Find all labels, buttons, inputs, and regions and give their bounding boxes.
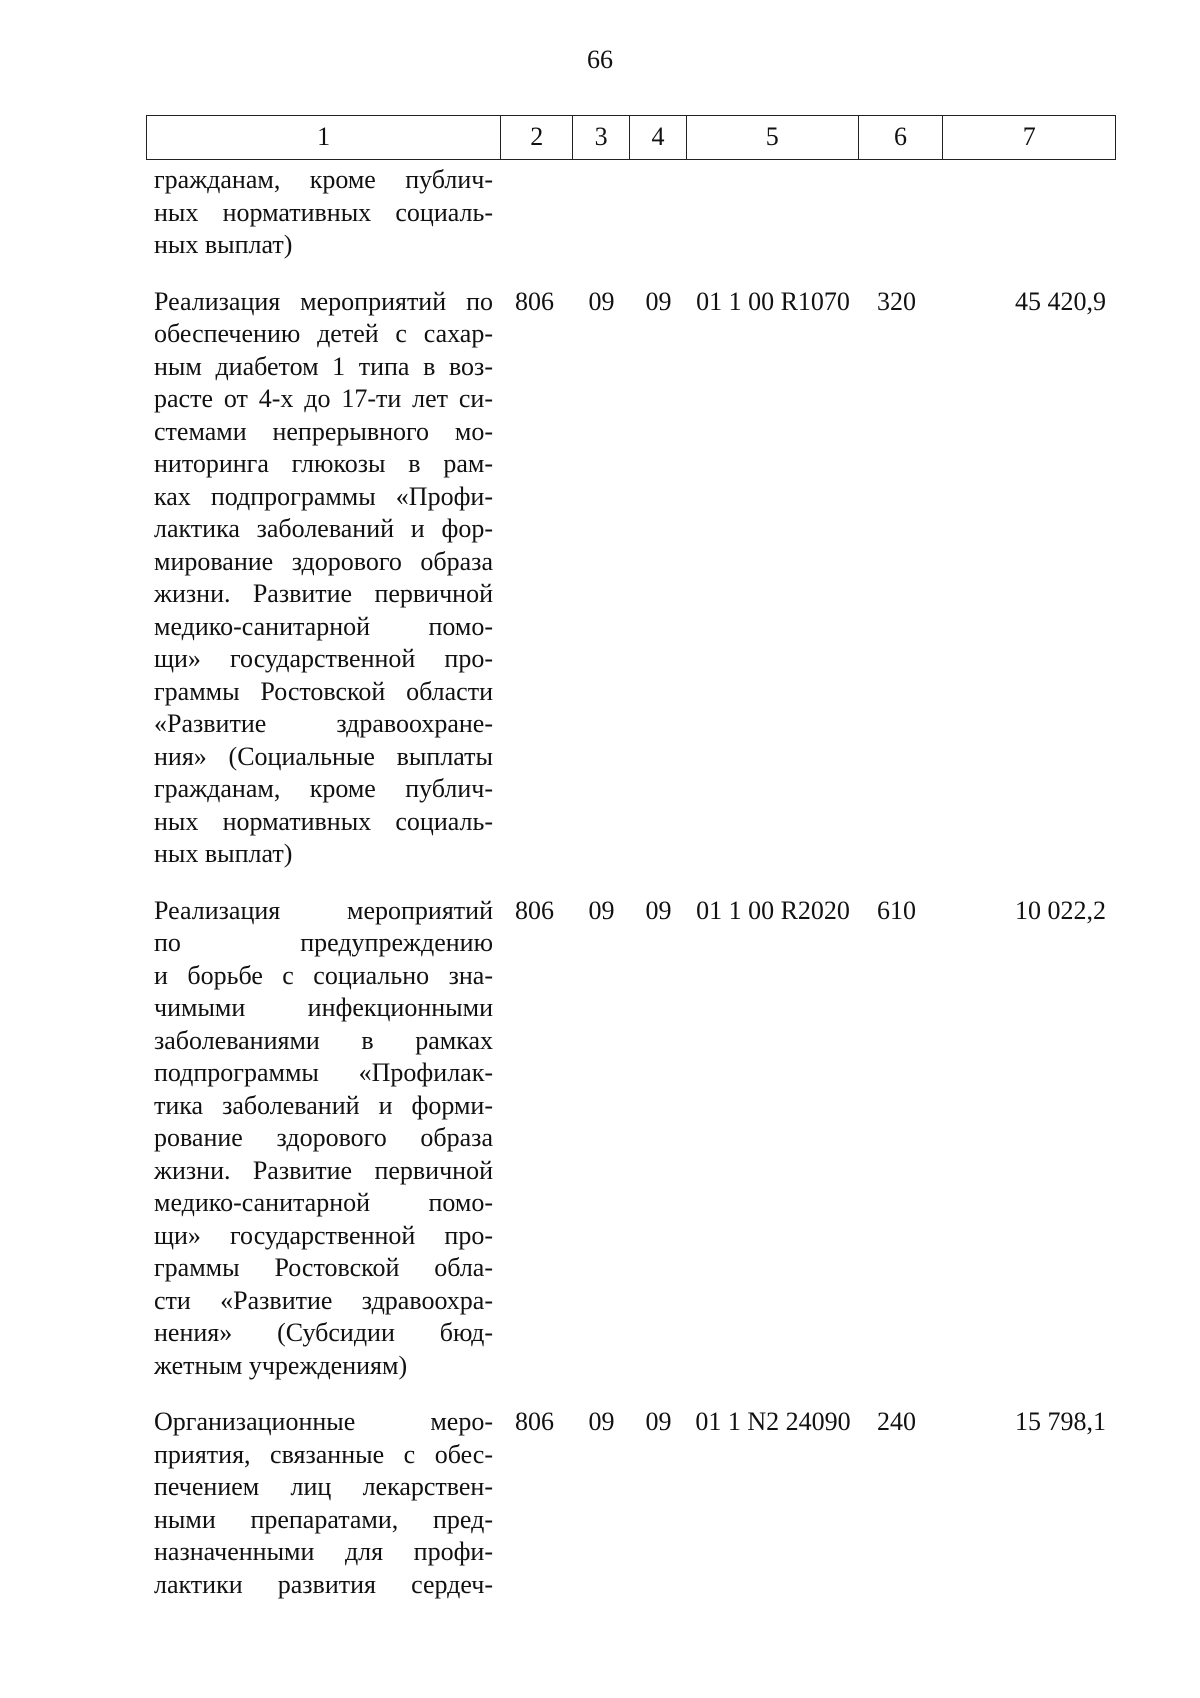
description-line: ных выплат) xyxy=(154,230,293,259)
description-line: щи» государственной про- xyxy=(154,644,493,673)
description-line: ниторинга глюкозы в рам- xyxy=(154,449,493,478)
description-line: стемами непрерывного мо- xyxy=(154,416,493,446)
description-line: чимыми инфекционными xyxy=(154,993,493,1022)
description-line: жетным учреждениям) xyxy=(154,1350,408,1380)
description-line: лактика заболеваний и фор- xyxy=(154,514,493,543)
cell-target-article: 01 1 N2 24090 xyxy=(695,1407,851,1436)
cell-target-article: 01 1 00 R1070 xyxy=(696,286,850,316)
cell-ministry-code: 806 xyxy=(515,1407,554,1436)
description-line: «Развитие здравоохране- xyxy=(154,709,493,738)
description-line: и борьбе с социально зна- xyxy=(154,960,493,990)
table-row xyxy=(146,164,1116,262)
description-line: назначенными для профи- xyxy=(154,1537,493,1566)
column-header-1: 1 xyxy=(147,116,501,159)
page-number: 66 xyxy=(587,45,613,74)
description-line: ках подпрограммы «Профи- xyxy=(154,481,493,511)
cell-section-code: 09 xyxy=(588,895,615,925)
description-line: медико-санитарной помо- xyxy=(154,611,493,641)
description-line: щи» государственной про- xyxy=(154,1220,493,1250)
description-line: ния» (Социальные выплаты xyxy=(154,741,493,771)
description-line: заболеваниями в рамках xyxy=(154,1025,493,1055)
column-header-6: 6 xyxy=(859,116,944,159)
cell-ministry-code: 806 xyxy=(515,286,554,316)
table-row xyxy=(146,895,1116,1383)
description-line: по предупреждению xyxy=(154,928,493,957)
table-header-row xyxy=(146,115,1116,160)
description-line: лактики развития сердеч- xyxy=(154,1569,493,1599)
description-line: рование здорового образа xyxy=(154,1123,493,1152)
cell-subsection-code: 09 xyxy=(645,286,672,316)
budget-table xyxy=(146,115,1116,1601)
description-line: ными препаратами, пред- xyxy=(154,1504,493,1534)
description-line: гражданам, кроме публич- xyxy=(154,165,493,194)
description-line: обеспечению детей с сахар- xyxy=(154,319,493,348)
description-line: граммы Ростовской обла- xyxy=(154,1253,493,1282)
row-description xyxy=(146,895,501,1383)
cell-section-code: 09 xyxy=(588,286,615,316)
cell-amount: 15 798,1 xyxy=(1015,1407,1106,1436)
description-line: медико-санитарной помо- xyxy=(154,1188,493,1217)
cell-expense-type: 610 xyxy=(877,895,916,925)
column-header-3: 3 xyxy=(573,116,630,159)
cell-expense-type: 240 xyxy=(877,1407,916,1436)
description-line: ных выплат) xyxy=(154,839,293,868)
cell-section-code: 09 xyxy=(588,1407,615,1436)
table-row xyxy=(146,286,1116,871)
cell-amount: 45 420,9 xyxy=(1015,286,1106,316)
cell-target-article: 01 1 00 R2020 xyxy=(696,895,850,925)
row-description xyxy=(146,286,501,871)
description-line: сти «Развитие здравоохра- xyxy=(154,1285,493,1315)
description-line: ных нормативных социаль- xyxy=(154,197,493,227)
column-header-7: 7 xyxy=(1022,122,1036,151)
description-line: граммы Ростовской области xyxy=(154,676,493,706)
description-line: печением лиц лекарствен- xyxy=(154,1472,493,1501)
description-line: приятия, связанные с обес- xyxy=(154,1439,493,1469)
description-line: ных нормативных социаль- xyxy=(154,806,493,836)
description-line: Реализация мероприятий по xyxy=(154,286,493,316)
description-line: мирование здорового образа xyxy=(154,546,493,576)
description-line: жизни. Развитие первичной xyxy=(154,579,493,608)
column-header-2: 2 xyxy=(501,116,573,159)
description-line: подпрограммы «Профилак- xyxy=(154,1058,493,1087)
cell-ministry-code: 806 xyxy=(515,895,554,925)
description-line: расте от 4-х до 17-ти лет си- xyxy=(154,384,493,413)
description-line: тика заболеваний и форми- xyxy=(154,1090,493,1120)
cell-subsection-code: 09 xyxy=(645,1407,672,1436)
column-header-4: 4 xyxy=(630,116,687,159)
table-body xyxy=(146,164,1116,1601)
cell-amount: 10 022,2 xyxy=(1015,895,1106,925)
description-line: ным диабетом 1 типа в воз- xyxy=(154,351,493,381)
cell-subsection-code: 09 xyxy=(645,895,672,925)
row-description xyxy=(146,164,501,262)
description-line: жизни. Развитие первичной xyxy=(154,1155,493,1185)
column-header-5: 5 xyxy=(687,116,859,159)
description-line: Организационные меро- xyxy=(154,1407,493,1436)
table-row xyxy=(146,1406,1116,1601)
description-line: нения» (Субсидии бюд- xyxy=(154,1318,493,1347)
cell-expense-type: 320 xyxy=(877,286,916,316)
description-line: Реализация мероприятий xyxy=(154,895,493,925)
row-description xyxy=(146,1406,501,1601)
description-line: гражданам, кроме публич- xyxy=(154,774,493,803)
